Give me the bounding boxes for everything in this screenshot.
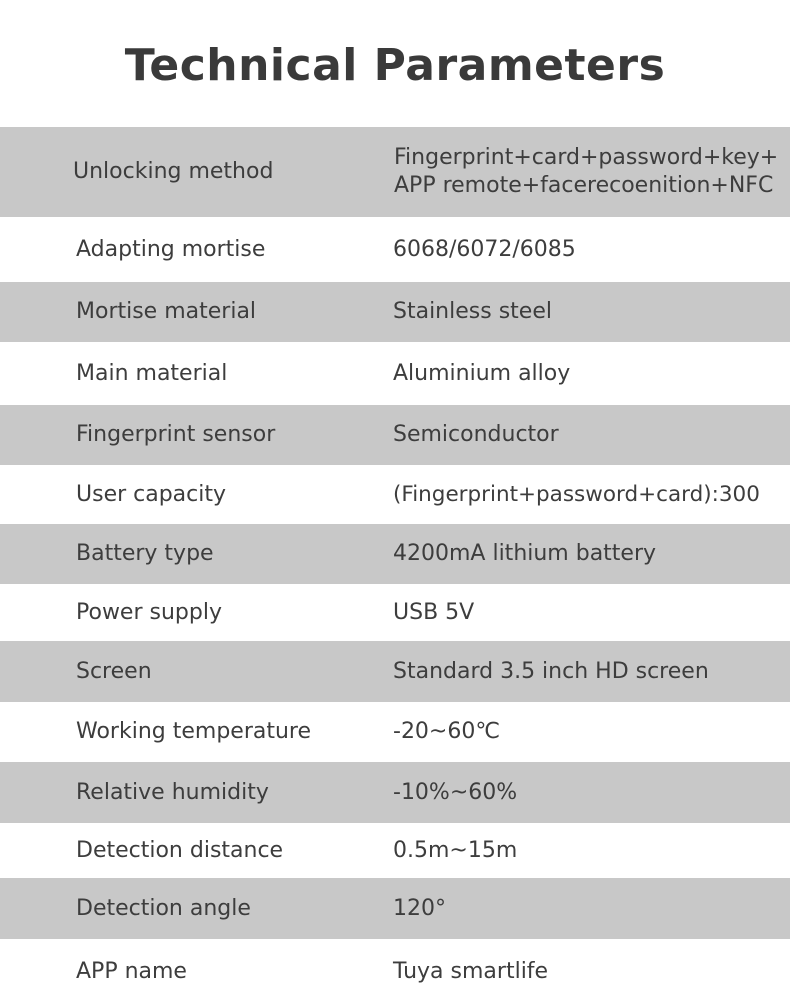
row-label: User capacity: [76, 481, 227, 507]
page-title: Technical Parameters: [124, 40, 666, 91]
row-label: Main material: [76, 360, 228, 386]
table-row: [0, 641, 790, 702]
table-row: [0, 405, 790, 465]
table-row: [0, 127, 790, 217]
row-label: Power supply: [76, 599, 222, 625]
row-value: [394, 144, 778, 200]
row-label: Relative humidity: [76, 779, 269, 805]
row-value: -10%~60%: [393, 779, 518, 805]
row-value-line: APP remote+facerecoenition+NFC: [394, 173, 774, 198]
row-value: 120°: [393, 895, 446, 921]
row-value: Tuya smartlife: [393, 958, 549, 984]
row-value: Aluminium alloy: [393, 360, 571, 386]
row-label: Adapting mortise: [76, 236, 266, 262]
table-row: [0, 939, 790, 1004]
table-row: [0, 217, 790, 282]
row-label: Mortise material: [76, 299, 257, 324]
table-row: [0, 878, 790, 939]
table-row: [0, 702, 790, 762]
row-value: Standard 3.5 inch HD screen: [393, 658, 709, 684]
table-row: [0, 823, 790, 878]
table-row: [0, 282, 790, 342]
row-value: (Fingerprint+password+card):300: [393, 481, 760, 507]
row-value: 6068/6072/6085: [393, 236, 576, 262]
row-label: Battery type: [76, 541, 214, 566]
row-label: Detection distance: [76, 837, 284, 863]
table-row: [0, 584, 790, 641]
row-label: Screen: [76, 658, 152, 684]
row-value: 4200mA lithium battery: [393, 541, 657, 566]
table-row: [0, 524, 790, 584]
row-value: USB 5V: [393, 599, 475, 625]
row-label: Fingerprint sensor: [76, 422, 276, 447]
row-value: Stainless steel: [393, 299, 552, 324]
parameters-table: [0, 127, 790, 1004]
row-value-line: Fingerprint+card+password+key+: [394, 145, 779, 170]
table-row: [0, 465, 790, 524]
row-value: Semiconductor: [393, 422, 559, 447]
row-value: 0.5m~15m: [393, 837, 518, 863]
row-label: Working temperature: [76, 719, 312, 744]
table-row: [0, 762, 790, 823]
table-row: [0, 342, 790, 405]
row-label: Detection angle: [76, 895, 251, 921]
row-label: Unlocking method: [73, 159, 274, 184]
row-label: APP name: [76, 958, 187, 984]
row-value: -20~60℃: [393, 719, 501, 744]
